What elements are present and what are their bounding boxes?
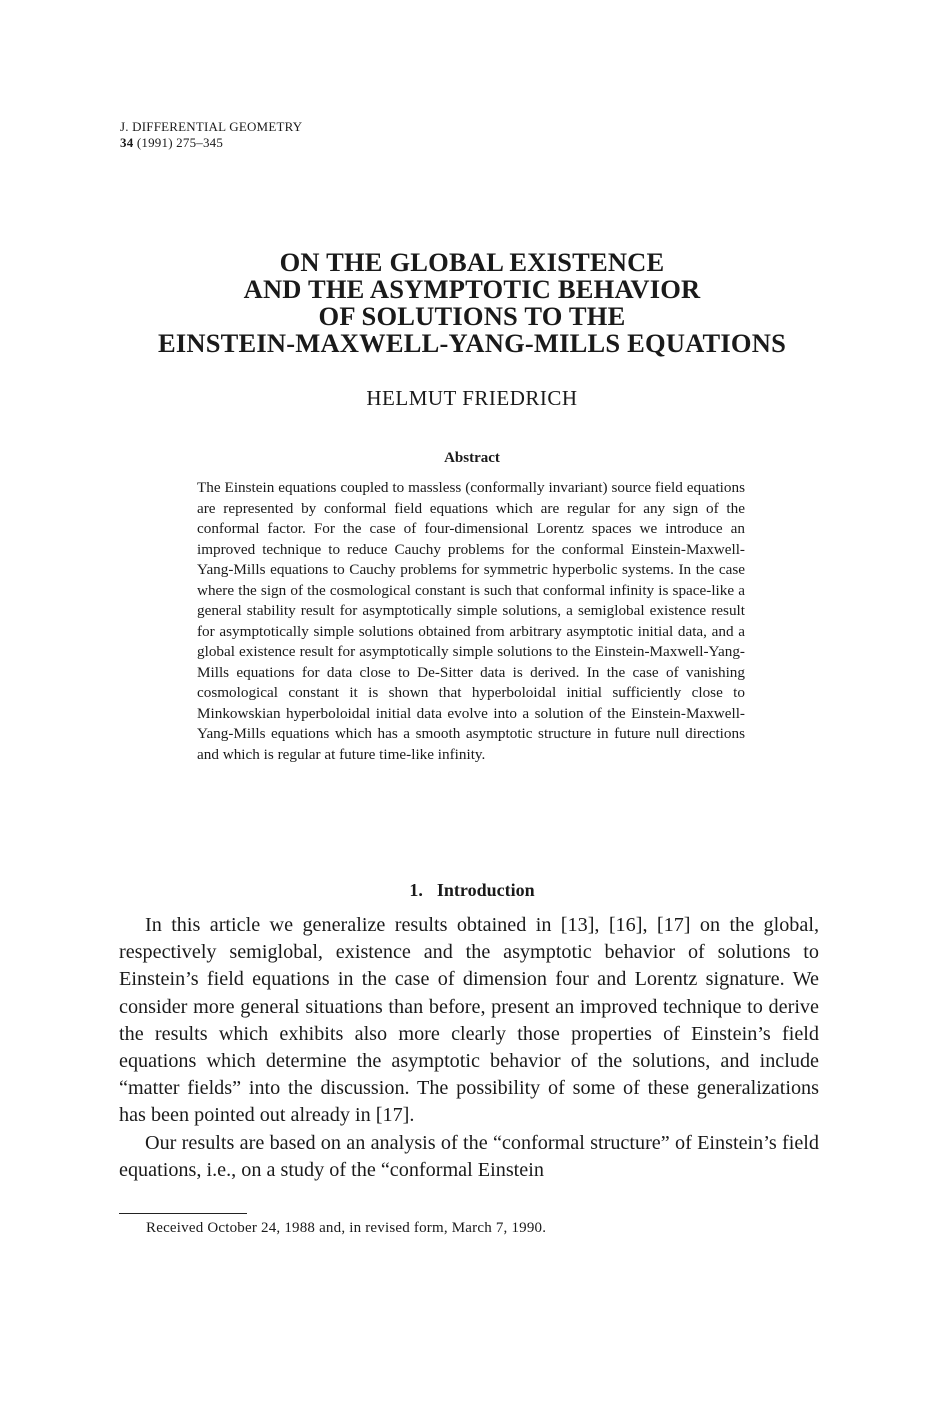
section-heading [0,880,944,901]
title-line-1: ON THE GLOBAL EXISTENCE [279,247,665,277]
journal-header [120,119,302,151]
journal-name: J. DIFFERENTIAL GEOMETRY [120,119,303,134]
intro-paragraph-2: Our results are based on an analysis of the “conformal structure” of Einstein’s field equations, i.e., on a study of the “conformal Einstein [119,1131,819,1181]
journal-citation [120,135,302,151]
footnote-received: Received October 24, 1988 and, in revised form, March 7, 1990. [146,1220,547,1236]
title-line-3: OF SOLUTIONS TO THE [318,301,626,331]
abstract-text: The Einstein equations coupled to massless (conformally invariant) source field equations are represented by conformal field equations which are regular for any sign of the conformal factor. For the case of four-dimensional Lorentz spaces we introduce an improved technique to reduce Cauchy problems for the conformal Einstein-Maxwell-Yang-Mills equations to Cauchy problems for symmetric hyperbolic systems. In the case where the sign of the cosmological constant is such that conformal infinity is space-like a general stability result for asymptotically simple solutions, a semiglobal existence result for asymptotically simple solutions obtained from arbitrary asymptotic initial data, and a global existence result for asymptotically simple solutions to the Einstein-Maxwell-Yang-Mills equations for data close to De-Sitter data is derived. In the case of vanishing cosmological constant it is shown that hyperboloidal initial sufficiently close to Minkowskian hyperboloidal initial data evolve into a solution of the Einstein-Maxwell-Yang-Mills equations which has a smooth asymptotic structure in future null directions and which is regular at future time-like infinity. [197,479,745,763]
section-number: 1. [409,880,423,900]
journal-volume: 34 [120,135,134,150]
introduction-body [119,912,819,1184]
title-line-4: EINSTEIN-MAXWELL-YANG-MILLS EQUATIONS [157,328,787,358]
title-line-2: AND THE ASYMPTOTIC BEHAVIOR [243,274,701,304]
abstract-heading: Abstract [444,450,500,466]
footnote-divider [119,1213,247,1214]
paper-title [0,249,944,357]
author-name: HELMUT FRIEDRICH [366,386,578,410]
intro-paragraph-1: In this article we generalize results obtained in [13], [16], [17] on the global, respectively semiglobal, existence and the asymptotic behavior of solutions to Einstein’s field equations in the case of dimension four and Lorentz signature. We consider more general situations than before, present an improved technique to derive the results which exhibits also more clearly those properties of Einstein’s field equations which determine the asymptotic behavior of the solutions, and include “matter fields” into the discussion. The possibility of some of these generalizations has been pointed out already in [17]. [119,914,819,1127]
journal-issue: (1991) 275–345 [136,135,224,150]
section-title: Introduction [436,880,535,900]
